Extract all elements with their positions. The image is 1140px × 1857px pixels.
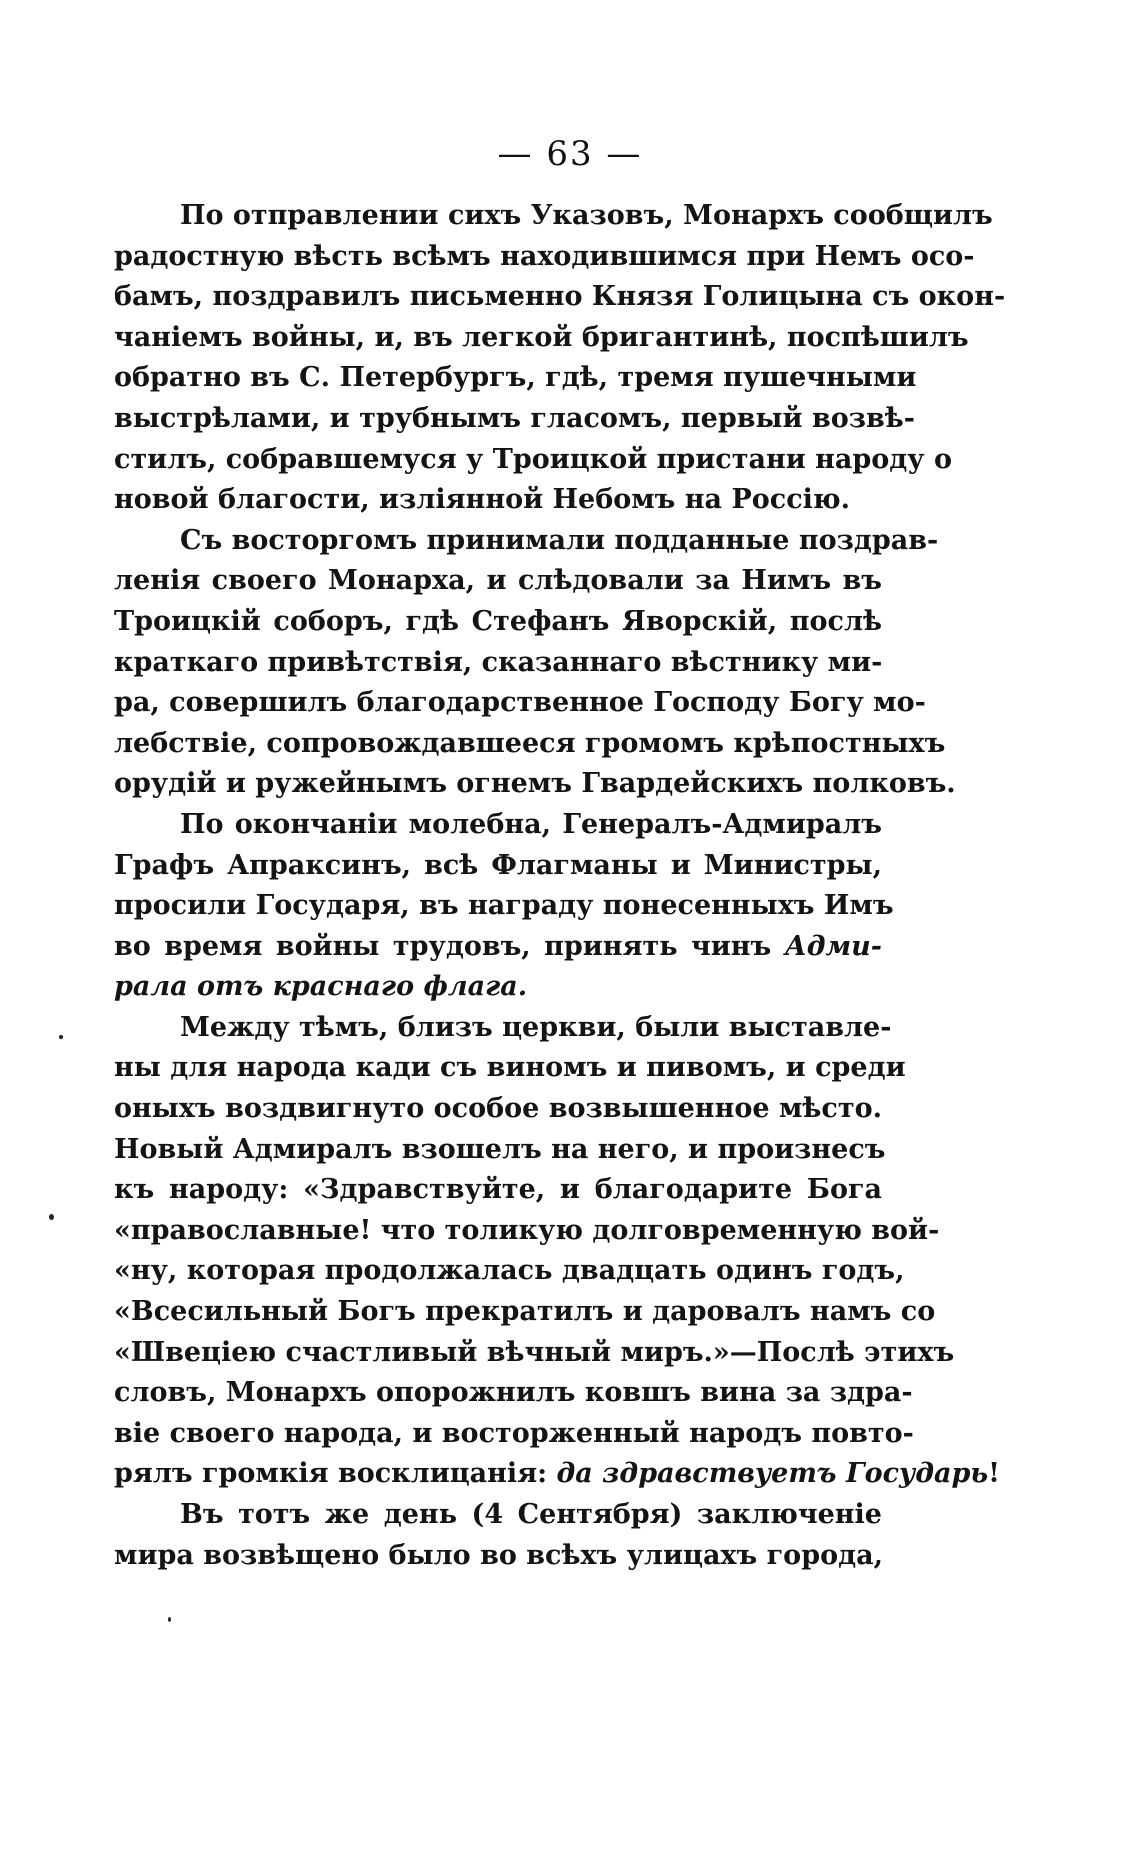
text-line: стилъ, собравшемуся у Троицкой пристани народу о bbox=[114, 443, 952, 475]
text-run: рялъ громкія восклицанія: bbox=[114, 1458, 548, 1490]
text-line: «православные! что толикую долговременную вой- bbox=[114, 1214, 940, 1246]
text-line: «Швеціею счастливый вѣчный миръ.»—Послѣ этихъ bbox=[114, 1336, 955, 1368]
text-line bbox=[114, 927, 882, 968]
paragraph bbox=[114, 196, 1006, 521]
text-line: По окончаніи молебна, Генералъ-Адмиралъ bbox=[180, 808, 882, 840]
paragraph bbox=[114, 805, 894, 1008]
scan-speck bbox=[59, 1035, 63, 1039]
text-line: мира возвѣщено было во всѣхъ улицахъ города, bbox=[114, 1539, 883, 1571]
text-line: «ну, которая продолжалась двадцать одинъ годъ, bbox=[114, 1255, 905, 1287]
text-line: рала отъ краснаго флага. bbox=[114, 971, 528, 1003]
text-line: краткаго привѣтствія, сказаннаго вѣстнику ми- bbox=[114, 646, 883, 678]
text-line: Новый Адмиралъ взошелъ на него, и произнесъ bbox=[114, 1133, 886, 1165]
text-line: «Всесильный Богъ прекратилъ и даровалъ намъ со bbox=[114, 1296, 936, 1328]
text-line: выстрѣлами, и трубнымъ гласомъ, первый возвѣ- bbox=[114, 402, 915, 434]
text-run: во время войны трудовъ, принять чинъ bbox=[114, 930, 772, 962]
text-line: орудій и ружейнымъ огнемъ Гвардейскихъ полковъ. bbox=[114, 768, 956, 800]
text-line: Съ восторгомъ принимали подданные поздрав- bbox=[180, 524, 939, 556]
text-line: просили Государя, въ награду понесенныхъ Имъ bbox=[114, 890, 894, 922]
text-line: Между тѣмъ, близъ церкви, были выставле- bbox=[180, 1011, 892, 1043]
text-line: По отправлении сихъ Указовъ, Монархъ сообщилъ bbox=[180, 200, 993, 231]
page-number: — 63 — bbox=[497, 134, 643, 174]
text-line bbox=[114, 1454, 1001, 1495]
scan-speck bbox=[168, 1617, 171, 1622]
text-line: оныхъ воздвигнуто особое возвышенное мѣсто. bbox=[114, 1093, 882, 1125]
text-run: ! bbox=[988, 1458, 1001, 1490]
page-body bbox=[114, 196, 1006, 1576]
text-line: Въ тотъ же день (4 Сентября) заключеніе bbox=[180, 1499, 882, 1530]
text-line: лебствіе, сопровождавшееся громомъ крѣпостныхъ bbox=[114, 727, 946, 759]
text-line: бамъ, поздравилъ письменно Князя Голицына съ окон- bbox=[114, 281, 1006, 313]
text-line: ны для народа кади съ виномъ и пивомъ, и среди bbox=[114, 1052, 906, 1084]
text-line: Графъ Апраксинъ, всѣ Флагманы и Министры, bbox=[114, 849, 882, 881]
text-line: ра, совершилъ благодарственное Господу Богу мо- bbox=[114, 687, 926, 719]
scan-speck bbox=[49, 1214, 54, 1220]
text-line: къ народу: «Здравствуйте, и благодарите Бога bbox=[114, 1174, 882, 1206]
italic-run: да здравствуетъ Государь bbox=[556, 1458, 989, 1490]
paragraph bbox=[114, 1495, 882, 1576]
text-line: радостную вѣсть всѣмъ находившимся при Немъ осо- bbox=[114, 240, 975, 272]
italic-run: Адми- bbox=[784, 930, 883, 962]
text-line: чаніемъ войны, и, въ легкой бригантинѣ, поспѣшилъ bbox=[114, 321, 969, 353]
text-line: словъ, Монархъ опорожнилъ ковшъ вина за здра- bbox=[114, 1377, 913, 1409]
text-line: обратно въ С. Петербургъ, гдѣ, тремя пушечными bbox=[114, 362, 917, 394]
text-line: ленія своего Монарха, и слѣдовали за Нимъ въ bbox=[114, 565, 882, 597]
text-line: віе своего народа, и восторженный народъ повто- bbox=[114, 1417, 914, 1449]
paragraph bbox=[114, 1008, 1001, 1495]
text-line: Троицкій соборъ, гдѣ Стефанъ Яворскій, послѣ bbox=[114, 605, 882, 637]
text-line: новой благости, изліянной Небомъ на Россію. bbox=[114, 484, 850, 516]
paragraph bbox=[114, 521, 956, 805]
